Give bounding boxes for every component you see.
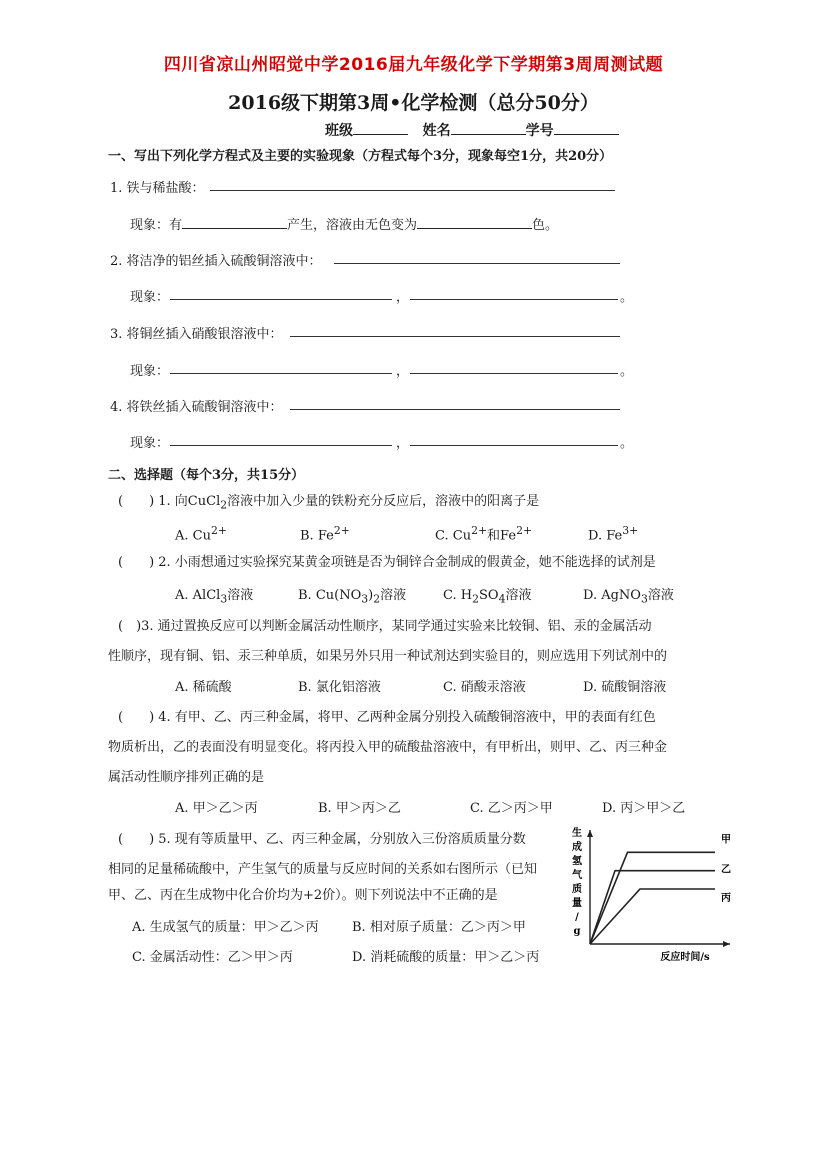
id-label: 学号 xyxy=(525,123,554,139)
s2-q1-stem: ( ) 1. 向CuCl$_2$溶液中加入少量的铁粉充分反应后，溶液中的阳离子是 xyxy=(118,494,540,512)
s2-q5-option-b[interactable]: B. 相对原子质量：乙＞丙＞甲 xyxy=(352,920,526,935)
x-axis-arrow xyxy=(723,941,730,947)
s1-q4-period: 。 xyxy=(620,436,634,451)
document-title: 四川省凉山州昭觉中学2016届九年级化学下学期第3周周测试题 xyxy=(163,55,664,75)
series-label-3: 丙 xyxy=(721,893,731,904)
s2-q5-option-a[interactable]: A. 生成氢气的质量：甲＞乙＞丙 xyxy=(132,920,319,935)
s1-q4-phen-line-1[interactable] xyxy=(170,445,392,446)
s2-q4-stem-line2: 物质析出，乙的表面没有明显变化。将丙投入甲的硫酸盐溶液中，有甲析出，则甲、乙、丙三种金 xyxy=(108,740,668,755)
s1-q2-comma: ， xyxy=(396,290,410,305)
s2-q1-option-c[interactable]: C. $Cu^{2+}$和$Fe^{2+}$ xyxy=(435,524,533,544)
s1-q2-period: 。 xyxy=(620,290,634,305)
section1-heading: 一、写出下列化学方程式及主要的实验现象（方程式每个3分，现象每空1分，共20分） xyxy=(108,149,613,164)
id-field[interactable] xyxy=(554,122,619,135)
s2-q1-option-b[interactable]: B. $Fe^{2+}$ xyxy=(300,524,350,544)
s2-q3-option-c[interactable]: C. 硝酸汞溶液 xyxy=(443,680,526,695)
s1-q4-phenomenon-label: 现象： xyxy=(130,436,170,451)
exam-subtitle: 2016级下期第3周•化学检测（总分50分） xyxy=(228,92,599,114)
student-info-row xyxy=(325,120,619,140)
y-axis-label xyxy=(572,826,583,937)
s1-q2-phenomenon-label: 现象： xyxy=(130,290,170,305)
s1-q2-answer-line[interactable] xyxy=(334,263,620,264)
s2-q3-stem-line1: ( )3. 通过置换反应可以判断金属活动性顺序，某同学通过实验来比较铜、铝、汞的金属活动 xyxy=(118,619,652,634)
s2-q5-stem-line2: 相同的足量稀硫酸中，产生氢气的质量与反应时间的关系如右图所示（已知 xyxy=(108,862,538,877)
series-label-1: 甲 xyxy=(721,834,731,846)
s1-q3-phen-line-2[interactable] xyxy=(410,373,618,374)
s1-q2-phen-line-1[interactable] xyxy=(170,299,392,300)
class-field[interactable] xyxy=(353,122,408,135)
s2-q4-stem-line1: ( ) 4. 有甲、乙、丙三种金属，将甲、乙两种金属分别投入硫酸铜溶液中，甲的表面有红色 xyxy=(118,710,656,725)
s2-q2-stem: ( ) 2. 小雨想通过实验探究某黄金项链是否为铜锌合金制成的假黄金，她不能选择的试剂是 xyxy=(118,555,656,570)
s1-q3-phen-line-1[interactable] xyxy=(170,373,392,374)
s2-q1-option-a[interactable]: A. $Cu^{2+}$ xyxy=(175,524,227,544)
name-field[interactable] xyxy=(451,122,526,135)
s2-q3-stem-line2: 性顺序，现有铜、铝、汞三种单质，如果另外只用一种试剂达到实验目的，则应选用下列试剂中的 xyxy=(108,649,668,664)
s1-q2-phen-line-2[interactable] xyxy=(410,299,618,300)
s1-q3-comma: ， xyxy=(396,364,410,379)
s2-q2-option-c[interactable]: C. $H_2SO_4$溶液 xyxy=(443,588,532,606)
s2-q2-option-a[interactable]: A. AlCl$_3$溶液 xyxy=(175,588,254,606)
y-axis-arrow xyxy=(587,830,593,837)
s1-q1-blank-color[interactable] xyxy=(417,216,532,229)
s2-q5-option-d[interactable]: D. 消耗硫酸的质量：甲＞乙＞丙 xyxy=(352,950,540,965)
s2-q5-stem-line1: ( ) 5. 现有等质量甲、乙、丙三种金属，分别放入三份溶质质量分数 xyxy=(118,832,526,847)
series-line-1 xyxy=(590,852,715,944)
s1-q1-answer-line[interactable] xyxy=(210,190,615,191)
s1-q3-answer-line[interactable] xyxy=(290,336,620,337)
s2-q3-option-d[interactable]: D. 硫酸铜溶液 xyxy=(583,680,667,695)
s1-q4-prompt: 4. 将铁丝插入硫酸铜溶液中： xyxy=(110,400,283,415)
s1-q1-blank-gas[interactable] xyxy=(182,216,287,229)
series-line-2 xyxy=(590,871,715,944)
s2-q2-option-d[interactable]: D. AgNO$_3$溶液 xyxy=(583,588,674,606)
name-label: 姓名 xyxy=(422,123,451,139)
s1-q1-phenomenon: 现象：有 产生，溶液由无色变为 色。 xyxy=(130,218,559,233)
s1-q4-answer-line[interactable] xyxy=(290,409,620,410)
s2-q4-option-d[interactable]: D. 丙＞甲＞乙 xyxy=(602,801,686,816)
s2-q5-option-c[interactable]: C. 金属活动性：乙＞甲＞丙 xyxy=(132,950,293,965)
s1-q3-prompt: 3. 将铜丝插入硝酸银溶液中： xyxy=(110,327,283,342)
s2-q2-option-b[interactable]: B. $Cu(NO_3)_2$溶液 xyxy=(298,588,407,606)
s2-q4-option-c[interactable]: C. 乙＞丙＞甲 xyxy=(470,801,553,816)
s2-q5-stem-line3: 甲、乙、丙在生成物中化合价均为+2价）。则下列说法中不正确的是 xyxy=(108,888,498,903)
class-label: 班级 xyxy=(325,123,353,139)
s1-q1-prompt: 1. 铁与稀盐酸： xyxy=(110,181,205,196)
series-label-2: 乙 xyxy=(721,864,731,876)
s2-q4-option-b[interactable]: B. 甲＞丙＞乙 xyxy=(318,801,401,816)
s2-q4-option-a[interactable]: A. 甲＞乙＞丙 xyxy=(175,801,258,816)
s1-q2-prompt: 2. 将洁净的铝丝插入硫酸铜溶液中： xyxy=(110,254,322,269)
s1-q4-phen-line-2[interactable] xyxy=(410,445,618,446)
y-axis-label-text: 生成氢气质量/ g xyxy=(572,828,582,937)
x-axis-label: 反应时间/s xyxy=(660,952,710,963)
hydrogen-mass-chart xyxy=(560,826,735,966)
s2-q3-option-b[interactable]: B. 氯化铝溶液 xyxy=(298,680,381,695)
s1-q3-phenomenon-label: 现象： xyxy=(130,364,170,379)
s2-q4-stem-line3: 属活动性顺序排列正确的是 xyxy=(108,770,265,785)
s1-q4-comma: ， xyxy=(396,436,410,451)
s2-q1-option-d[interactable]: D. $Fe^{3+}$ xyxy=(588,524,639,544)
section2-heading: 二、选择题（每个3分，共15分） xyxy=(108,468,305,483)
s1-q3-period: 。 xyxy=(620,364,634,379)
s2-q3-option-a[interactable]: A. 稀硫酸 xyxy=(175,680,232,695)
